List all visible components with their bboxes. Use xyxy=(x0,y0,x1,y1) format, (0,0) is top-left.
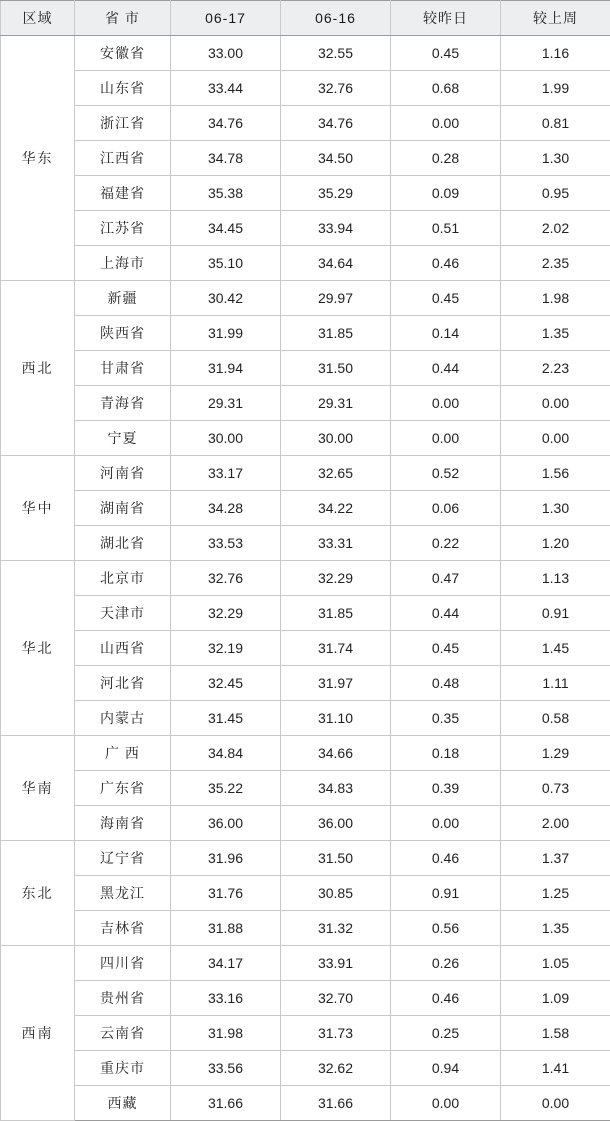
price-current-cell: 34.78 xyxy=(171,141,281,176)
province-cell: 西藏 xyxy=(75,1086,171,1121)
price-previous-cell: 30.00 xyxy=(281,421,391,456)
day-over-day-cell: 0.18 xyxy=(391,736,501,771)
week-over-week-cell: 1.56 xyxy=(501,456,610,491)
price-previous-cell: 36.00 xyxy=(281,806,391,841)
table-row xyxy=(1,141,610,176)
day-over-day-cell: 0.45 xyxy=(391,36,501,71)
price-previous-cell: 34.83 xyxy=(281,771,391,806)
province-cell: 天津市 xyxy=(75,596,171,631)
price-current-cell: 34.28 xyxy=(171,491,281,526)
price-previous-cell: 31.50 xyxy=(281,841,391,876)
column-header-province: 省 市 xyxy=(75,1,171,36)
price-current-cell: 32.19 xyxy=(171,631,281,666)
table-row xyxy=(1,491,610,526)
price-previous-cell: 30.85 xyxy=(281,876,391,911)
table-row xyxy=(1,1086,610,1121)
day-over-day-cell: 0.25 xyxy=(391,1016,501,1051)
province-cell: 河南省 xyxy=(75,456,171,491)
price-previous-cell: 29.97 xyxy=(281,281,391,316)
region-cell: 西南 xyxy=(1,946,75,1121)
price-current-cell: 33.00 xyxy=(171,36,281,71)
price-current-cell: 32.76 xyxy=(171,561,281,596)
province-cell: 湖南省 xyxy=(75,491,171,526)
week-over-week-cell: 0.73 xyxy=(501,771,610,806)
day-over-day-cell: 0.45 xyxy=(391,281,501,316)
province-cell: 广东省 xyxy=(75,771,171,806)
price-previous-cell: 31.73 xyxy=(281,1016,391,1051)
day-over-day-cell: 0.00 xyxy=(391,106,501,141)
price-current-cell: 31.88 xyxy=(171,911,281,946)
week-over-week-cell: 1.41 xyxy=(501,1051,610,1086)
price-previous-cell: 31.50 xyxy=(281,351,391,386)
table-row xyxy=(1,1016,610,1051)
price-current-cell: 34.84 xyxy=(171,736,281,771)
province-cell: 黑龙江 xyxy=(75,876,171,911)
price-previous-cell: 31.32 xyxy=(281,911,391,946)
province-cell: 上海市 xyxy=(75,246,171,281)
table-header-row xyxy=(1,1,610,36)
table-row xyxy=(1,176,610,211)
week-over-week-cell: 1.30 xyxy=(501,491,610,526)
table-row xyxy=(1,981,610,1016)
price-current-cell: 34.76 xyxy=(171,106,281,141)
price-previous-cell: 31.10 xyxy=(281,701,391,736)
province-cell: 安徽省 xyxy=(75,36,171,71)
table-row xyxy=(1,666,610,701)
day-over-day-cell: 0.68 xyxy=(391,71,501,106)
province-cell: 湖北省 xyxy=(75,526,171,561)
province-cell: 江西省 xyxy=(75,141,171,176)
week-over-week-cell: 1.30 xyxy=(501,141,610,176)
week-over-week-cell: 1.58 xyxy=(501,1016,610,1051)
price-previous-cell: 31.97 xyxy=(281,666,391,701)
table-header xyxy=(1,1,610,36)
table-row xyxy=(1,911,610,946)
province-cell: 内蒙古 xyxy=(75,701,171,736)
day-over-day-cell: 0.22 xyxy=(391,526,501,561)
day-over-day-cell: 0.35 xyxy=(391,701,501,736)
province-cell: 河北省 xyxy=(75,666,171,701)
column-header-week-over-week: 较上周 xyxy=(501,1,610,36)
price-current-cell: 33.16 xyxy=(171,981,281,1016)
price-previous-cell: 31.85 xyxy=(281,596,391,631)
table-body xyxy=(1,36,610,1121)
province-cell: 山西省 xyxy=(75,631,171,666)
price-current-cell: 29.31 xyxy=(171,386,281,421)
table-row xyxy=(1,106,610,141)
province-cell: 新疆 xyxy=(75,281,171,316)
price-current-cell: 31.66 xyxy=(171,1086,281,1121)
region-cell: 华中 xyxy=(1,456,75,561)
price-previous-cell: 34.64 xyxy=(281,246,391,281)
week-over-week-cell: 1.35 xyxy=(501,911,610,946)
day-over-day-cell: 0.14 xyxy=(391,316,501,351)
price-previous-cell: 33.31 xyxy=(281,526,391,561)
table-row xyxy=(1,701,610,736)
price-current-cell: 35.10 xyxy=(171,246,281,281)
province-cell: 江苏省 xyxy=(75,211,171,246)
region-cell: 华东 xyxy=(1,36,75,281)
day-over-day-cell: 0.51 xyxy=(391,211,501,246)
region-cell: 华南 xyxy=(1,736,75,841)
table-row xyxy=(1,876,610,911)
region-cell: 东北 xyxy=(1,841,75,946)
province-cell: 福建省 xyxy=(75,176,171,211)
table-row xyxy=(1,736,610,771)
table-row xyxy=(1,631,610,666)
day-over-day-cell: 0.06 xyxy=(391,491,501,526)
day-over-day-cell: 0.00 xyxy=(391,386,501,421)
day-over-day-cell: 0.48 xyxy=(391,666,501,701)
week-over-week-cell: 1.98 xyxy=(501,281,610,316)
table-row xyxy=(1,561,610,596)
week-over-week-cell: 0.00 xyxy=(501,1086,610,1121)
week-over-week-cell: 0.91 xyxy=(501,596,610,631)
day-over-day-cell: 0.91 xyxy=(391,876,501,911)
price-previous-cell: 32.29 xyxy=(281,561,391,596)
price-previous-cell: 35.29 xyxy=(281,176,391,211)
price-previous-cell: 34.22 xyxy=(281,491,391,526)
day-over-day-cell: 0.46 xyxy=(391,841,501,876)
day-over-day-cell: 0.47 xyxy=(391,561,501,596)
province-cell: 重庆市 xyxy=(75,1051,171,1086)
table-row xyxy=(1,281,610,316)
province-cell: 宁夏 xyxy=(75,421,171,456)
day-over-day-cell: 0.00 xyxy=(391,806,501,841)
day-over-day-cell: 0.00 xyxy=(391,421,501,456)
day-over-day-cell: 0.52 xyxy=(391,456,501,491)
week-over-week-cell: 0.81 xyxy=(501,106,610,141)
week-over-week-cell: 0.00 xyxy=(501,386,610,421)
table-row xyxy=(1,386,610,421)
day-over-day-cell: 0.45 xyxy=(391,631,501,666)
week-over-week-cell: 1.25 xyxy=(501,876,610,911)
price-previous-cell: 32.62 xyxy=(281,1051,391,1086)
day-over-day-cell: 0.44 xyxy=(391,596,501,631)
week-over-week-cell: 2.23 xyxy=(501,351,610,386)
price-current-cell: 33.56 xyxy=(171,1051,281,1086)
region-cell: 华北 xyxy=(1,561,75,736)
table-row xyxy=(1,246,610,281)
price-previous-cell: 31.74 xyxy=(281,631,391,666)
week-over-week-cell: 1.45 xyxy=(501,631,610,666)
table-row xyxy=(1,421,610,456)
price-current-cell: 30.00 xyxy=(171,421,281,456)
price-current-cell: 32.29 xyxy=(171,596,281,631)
price-current-cell: 31.96 xyxy=(171,841,281,876)
price-current-cell: 30.42 xyxy=(171,281,281,316)
price-current-cell: 35.38 xyxy=(171,176,281,211)
column-header-region: 区域 xyxy=(1,1,75,36)
price-current-cell: 33.44 xyxy=(171,71,281,106)
week-over-week-cell: 0.95 xyxy=(501,176,610,211)
week-over-week-cell: 1.99 xyxy=(501,71,610,106)
week-over-week-cell: 1.29 xyxy=(501,736,610,771)
week-over-week-cell: 2.35 xyxy=(501,246,610,281)
column-header-date-previous: 06-16 xyxy=(281,1,391,36)
province-cell: 海南省 xyxy=(75,806,171,841)
day-over-day-cell: 0.00 xyxy=(391,1086,501,1121)
price-current-cell: 34.17 xyxy=(171,946,281,981)
province-cell: 四川省 xyxy=(75,946,171,981)
price-current-cell: 31.94 xyxy=(171,351,281,386)
province-cell: 吉林省 xyxy=(75,911,171,946)
table-row xyxy=(1,1051,610,1086)
day-over-day-cell: 0.94 xyxy=(391,1051,501,1086)
province-cell: 广 西 xyxy=(75,736,171,771)
province-cell: 北京市 xyxy=(75,561,171,596)
week-over-week-cell: 1.13 xyxy=(501,561,610,596)
table-row xyxy=(1,351,610,386)
price-current-cell: 31.99 xyxy=(171,316,281,351)
week-over-week-cell: 1.11 xyxy=(501,666,610,701)
week-over-week-cell: 0.00 xyxy=(501,421,610,456)
table-row xyxy=(1,806,610,841)
table-row xyxy=(1,946,610,981)
province-cell: 云南省 xyxy=(75,1016,171,1051)
table-row xyxy=(1,316,610,351)
province-cell: 辽宁省 xyxy=(75,841,171,876)
price-previous-cell: 33.91 xyxy=(281,946,391,981)
price-current-cell: 33.53 xyxy=(171,526,281,561)
price-previous-cell: 32.76 xyxy=(281,71,391,106)
price-previous-cell: 32.70 xyxy=(281,981,391,1016)
day-over-day-cell: 0.46 xyxy=(391,981,501,1016)
day-over-day-cell: 0.09 xyxy=(391,176,501,211)
week-over-week-cell: 1.35 xyxy=(501,316,610,351)
price-current-cell: 36.00 xyxy=(171,806,281,841)
province-cell: 浙江省 xyxy=(75,106,171,141)
day-over-day-cell: 0.26 xyxy=(391,946,501,981)
table-row xyxy=(1,211,610,246)
price-current-cell: 35.22 xyxy=(171,771,281,806)
region-cell: 西北 xyxy=(1,281,75,456)
day-over-day-cell: 0.39 xyxy=(391,771,501,806)
week-over-week-cell: 0.58 xyxy=(501,701,610,736)
price-previous-cell: 34.66 xyxy=(281,736,391,771)
table-row xyxy=(1,526,610,561)
price-current-cell: 31.45 xyxy=(171,701,281,736)
price-current-cell: 31.98 xyxy=(171,1016,281,1051)
province-cell: 陕西省 xyxy=(75,316,171,351)
table-row xyxy=(1,771,610,806)
column-header-day-over-day: 较昨日 xyxy=(391,1,501,36)
week-over-week-cell: 1.05 xyxy=(501,946,610,981)
column-header-date-current: 06-17 xyxy=(171,1,281,36)
week-over-week-cell: 2.02 xyxy=(501,211,610,246)
week-over-week-cell: 1.09 xyxy=(501,981,610,1016)
week-over-week-cell: 1.16 xyxy=(501,36,610,71)
table-row xyxy=(1,71,610,106)
price-current-cell: 33.17 xyxy=(171,456,281,491)
day-over-day-cell: 0.44 xyxy=(391,351,501,386)
week-over-week-cell: 2.00 xyxy=(501,806,610,841)
price-current-cell: 32.45 xyxy=(171,666,281,701)
province-cell: 贵州省 xyxy=(75,981,171,1016)
province-cell: 青海省 xyxy=(75,386,171,421)
price-current-cell: 34.45 xyxy=(171,211,281,246)
price-previous-cell: 31.85 xyxy=(281,316,391,351)
day-over-day-cell: 0.28 xyxy=(391,141,501,176)
price-current-cell: 31.76 xyxy=(171,876,281,911)
table-row xyxy=(1,456,610,491)
price-previous-cell: 32.55 xyxy=(281,36,391,71)
week-over-week-cell: 1.20 xyxy=(501,526,610,561)
week-over-week-cell: 1.37 xyxy=(501,841,610,876)
table-row xyxy=(1,36,610,71)
province-cell: 甘肃省 xyxy=(75,351,171,386)
table-row xyxy=(1,596,610,631)
table-row xyxy=(1,841,610,876)
price-previous-cell: 34.76 xyxy=(281,106,391,141)
province-cell: 山东省 xyxy=(75,71,171,106)
price-previous-cell: 32.65 xyxy=(281,456,391,491)
price-previous-cell: 33.94 xyxy=(281,211,391,246)
day-over-day-cell: 0.56 xyxy=(391,911,501,946)
price-previous-cell: 31.66 xyxy=(281,1086,391,1121)
day-over-day-cell: 0.46 xyxy=(391,246,501,281)
price-previous-cell: 29.31 xyxy=(281,386,391,421)
price-previous-cell: 34.50 xyxy=(281,141,391,176)
